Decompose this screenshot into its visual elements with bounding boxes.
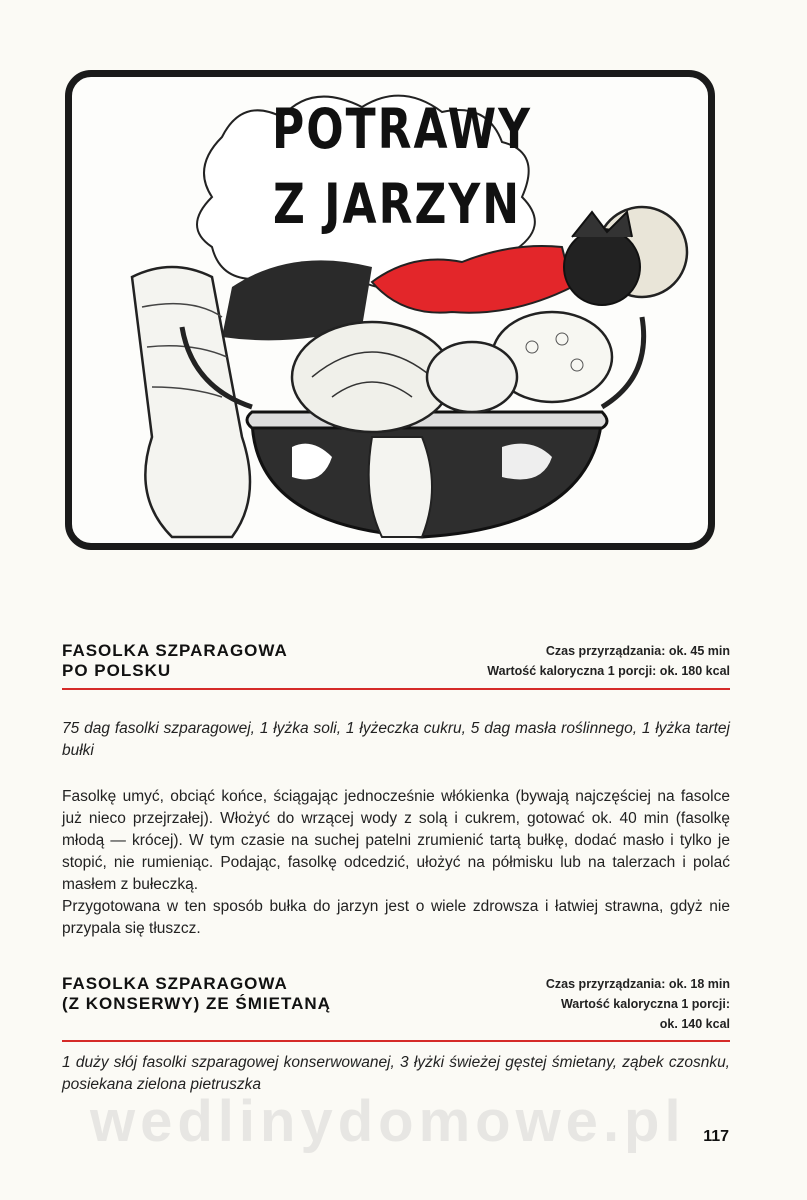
chapter-title — [272, 93, 533, 243]
recipe-2-name-line1: FASOLKA SZPARAGOWA — [62, 974, 288, 993]
recipe-1-method-paragraph: Fasolkę umyć, obciąć końce, ściągając jednocześnie włókienka (bywają najczęściej na fasolce już nieco przejrzałej). Włożyć do wrzącej wody z solą i cukrem, gotować ok. 40 min (fasolkę młodą — krócej). W tym czasie na suchej patelni zrumienić tartą bułkę, dodać masło i tylko je stopić, nie rumieniąc. Podając, fasolkę odcedzić, ułożyć na półmisku lub na talerzach i polać masłem z bułeczką. — [62, 788, 730, 893]
recipe-2-ingredients: 1 duży słój fasolki szparagowej konserwowanej, 3 łyżki świeżej gęstej śmietany, ząbek czosnku, posiekana zielona pietruszka — [62, 1054, 730, 1093]
recipe-1-header — [62, 641, 730, 685]
recipe-2-header — [62, 974, 730, 1038]
recipe-1-name — [62, 641, 288, 681]
recipe-1-name-line1: FASOLKA SZPARAGOWA — [62, 641, 288, 660]
recipe-2-calories-value: ok. 140 kcal — [659, 1017, 730, 1031]
page-number: 117 — [703, 1128, 729, 1145]
garlic — [369, 437, 432, 537]
recipe-2-name — [62, 974, 331, 1014]
recipe-1-calories: Wartość kaloryczna 1 porcji: ok. 180 kcal — [487, 664, 730, 678]
recipe-1-meta — [487, 641, 730, 681]
recipe-1-divider — [62, 688, 730, 690]
recipe-1-name-line2: PO POLSKU — [62, 661, 172, 680]
chapter-title-line2: Z JARZYN — [272, 173, 522, 237]
recipe-1-ingredients: 75 dag fasolki szparagowej, 1 łyżka soli, 1 łyżeczka cukru, 5 dag masła roślinnego, 1 łyżka tartej bułki — [62, 720, 730, 759]
chapter-title-line1: POTRAWY — [272, 98, 533, 162]
recipe-2-meta — [546, 974, 730, 1034]
tomato — [564, 229, 640, 305]
recipe-2-name-line2: (Z KONSERWY) ZE ŚMIETANĄ — [62, 994, 331, 1013]
recipe-2-calories-label: Wartość kaloryczna 1 porcji: — [560, 997, 730, 1011]
recipe-1-prep-time: Czas przyrządzania: ok. 45 min — [545, 644, 730, 658]
recipe-2-divider — [62, 1040, 730, 1042]
recipe-1-method-note: Przygotowana w ten sposób bułka do jarzyn jest o wiele zdrowsza i łatwiej strawna, gdyż nie przypala się tłuszcz. — [62, 898, 730, 937]
recipe-1-method — [62, 786, 730, 940]
watermark: wedlinydomowe.pl — [90, 1089, 686, 1154]
illustration-frame — [65, 70, 715, 550]
recipe-2-prep-time: Czas przyrządzania: ok. 18 min — [545, 977, 730, 991]
potato — [427, 342, 517, 412]
